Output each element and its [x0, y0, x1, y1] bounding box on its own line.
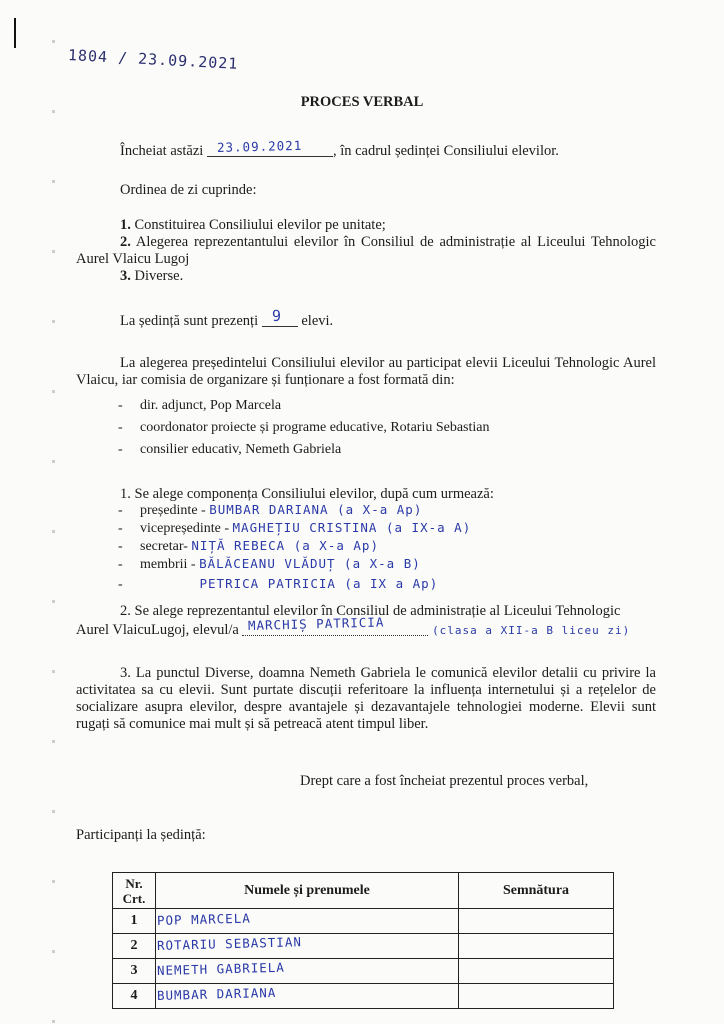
- attendance-line: La ședință sunt prezenți 9 elevi.: [120, 306, 334, 329]
- participants-table: [112, 872, 614, 1009]
- intro-prefix: Încheiat astăzi: [120, 143, 204, 159]
- table-row: 4 BUMBAR DARIANA: [113, 984, 614, 1009]
- attendance-count: 9: [271, 306, 282, 325]
- representative-line1: 2. Se alege reprezentantul elevilor în Consiliul de administrație al Liceului Tehnologic: [120, 603, 621, 619]
- agenda-item: 3. Diverse.: [120, 268, 184, 284]
- signature-cell: [459, 934, 614, 959]
- registration-number: 1804 / 23.09.2021: [67, 46, 239, 73]
- signature-cell: [459, 959, 614, 984]
- table-row: 2 ROTARIU SEBASTIAN: [113, 934, 614, 959]
- commission-member: - dir. adjunct, Pop Marcela: [118, 398, 282, 413]
- representative-blank: [242, 614, 428, 636]
- col-nr-header: Nr. Crt.: [113, 873, 156, 909]
- commission-member: - consilier educativ, Nemeth Gabriela: [118, 442, 342, 457]
- meeting-date: 23.09.2021: [216, 137, 303, 155]
- col-signature-header: Semnătura: [459, 873, 614, 909]
- col-name-header: Numele și prenumele: [156, 873, 459, 909]
- participants-heading: Participanți la ședință:: [76, 827, 206, 843]
- role-vice-president: - vicepreședinte - MAGHEȚIU CRISTINA (a IX-a A): [118, 520, 472, 536]
- representative-line2: Aurel VlaicuLugoj, elevul/a MARCHIȘ PATRICIA (clasa a XII-a B liceu zi): [76, 614, 631, 638]
- margin-mark: [14, 18, 16, 48]
- table-row: 3 NEMETH GABRIELA: [113, 959, 614, 984]
- closing-line: Drept care a fost încheiat prezentul proces verbal,: [300, 773, 589, 789]
- attendance-blank: [262, 306, 298, 327]
- role-president: - președinte - BUMBAR DARIANA (a X-a Ap): [118, 502, 423, 518]
- agenda-item: 1. Constituirea Consiliului elevilor pe unitate;: [120, 217, 386, 233]
- commission-member: - coordonator proiecte și programe educative, Rotariu Sebastian: [118, 420, 490, 435]
- council-heading: 1. Se alege componența Consiliului elevilor, după cum urmează:: [120, 486, 494, 502]
- representative-class: (clasa a XII-a B liceu zi): [432, 624, 631, 637]
- representative-name: MARCHIȘ PATRICIA: [248, 614, 386, 633]
- table-header-row: [113, 873, 614, 909]
- agenda-item: 2. Alegerea reprezentantului elevilor în Consiliul de administrație al Liceului Tehnologic Aurel Vlaicu Lugoj: [76, 234, 656, 267]
- document-title: PROCES VERBAL: [300, 94, 424, 110]
- date-blank: [207, 137, 333, 157]
- scan-edge-marks: [52, 0, 55, 1024]
- election-paragraph: La alegerea președintelui Consiliului elevilor au participat elevii Liceului Tehnologic Aurel Vlaicu, iar comisia de organizare și funționare a fost formată din:: [76, 355, 656, 388]
- intro-suffix: , în cadrul ședinței Consiliului elevilor.: [332, 143, 559, 159]
- signature-cell: [459, 984, 614, 1009]
- intro-line: [120, 137, 559, 160]
- table-row: 1 POP MARCELA: [113, 909, 614, 934]
- diverse-paragraph: 3. La punctul Diverse, doamna Nemeth Gabriela le comunică elevilor detalii cu privire la activitatea sa cu elevii. Sunt purtate discuții referitoare la influența internetului și a rețelelor de socializare asupra elevilor, despre avantajele și dezavantajele tehnologiei moderne. Elevii sunt rugați să comunice mai mult și să petreacă atent timpul liber.: [76, 665, 656, 732]
- signature-cell: [459, 909, 614, 934]
- role-secretary: - secretar- NIȚĂ REBECA (a X-a Ap): [118, 538, 379, 554]
- role-member: - PETRICA PATRICIA (a IX a Ap): [118, 576, 439, 592]
- role-member: - membrii - BĂLĂCEANU VLĂDUȚ (a X-a B): [118, 556, 421, 572]
- agenda-heading: Ordinea de zi cuprinde:: [120, 182, 257, 198]
